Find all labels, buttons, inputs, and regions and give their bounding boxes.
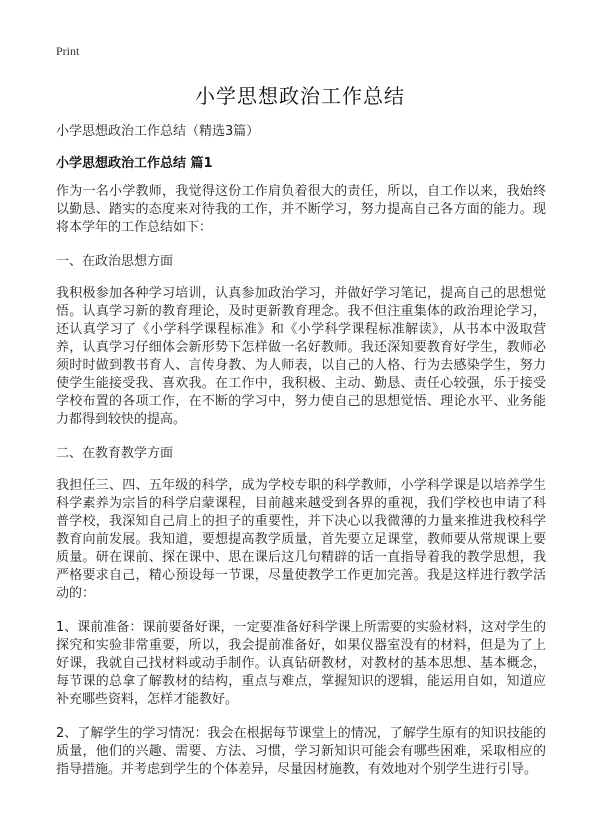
section-heading-teaching: 二、在教育教学方面 (56, 446, 174, 461)
list-item-preparation: 1、课前准备：课前要备好课，一定要准备好科学课上所需要的实验材料，这对学生的探究和实验非常重要，所以，我会提前准备好，如果仪器室没有的材料，但是为了上好课，我就自己找材料或动手制作。认真钻研教材，对教材的基本思想、基本概念，每节课的总拿了解教材的结构，重点与难点，掌握知识的逻辑，能运用自如，知道应补充哪些资料，怎样才能教好。 (56, 620, 546, 707)
document-title: 小学思想政治工作总结 (195, 84, 405, 108)
section-body-politics: 我积极参加各种学习培训，认真参加政治学习，并做好学习笔记，提高自己的思想觉悟。认真学习新的教育理论，及时更新教育理念。我不但注重集体的政治理论学习，还认真学习了《小学科学课程标准》和《小学科学课程标准解读》，从书本中汲取营养，认真学习仔细体会新形势下怎样做一名好教师。我还深知要教育好学生，教师必须时时做到教书育人、言传身教、为人师表，以自己的人格、行为去感染学生，努力使学生能接受我、喜欢我。在工作中，我积极、主动、勤恳、责任心较强，乐于接受学校布置的各项工作，在不断的学习中，努力使自己的思想觉悟、理论水平、业务能力都得到较快的提高。 (56, 286, 546, 427)
article-heading: 小学思想政治工作总结 篇1 (56, 156, 213, 171)
section-body-teaching: 我担任三、四、五年级的科学，成为学校专职的科学教师，小学科学课是以培养学生科学素养为宗旨的科学启蒙课程，目前越来越受到各界的重视，我们学校也申请了科普学校，我深知自己肩上的担子的重要性，并下决心以我微薄的力量来推进我校科学教育向前发展。我知道，要想提高教学质量，首先要立足课堂，教师要从常规课上要质量。研在课前、探在课中、思在课后这几句精辟的话一直指导着我的教学思想，我严格要求自己，精心预设每一节课，尽量使教学工作更加完善。我是这样进行教学活动的： (56, 478, 546, 601)
document-subtitle: 小学思想政治工作总结（精选3篇） (56, 124, 260, 139)
section-heading-politics: 一、在政治思想方面 (56, 254, 174, 269)
article-content (56, 183, 546, 795)
intro-paragraph: 作为一名小学教师，我觉得这份工作肩负着很大的责任，所以，自工作以来，我始终以勤恳、踏实的态度来对待我的工作，并不断学习，努力提高自己各方面的能力。现将本学年的工作总结如下： (56, 184, 546, 235)
print-label[interactable]: Print (56, 44, 80, 58)
list-item-student-understanding: 2、了解学生的学习情况：我会在根据每节课堂上的情况，了解学生原有的知识技能的质量，他们的兴趣、需要、方法、习惯，学习新知识可能会有哪些困难，采取相应的指导措施。并考虑到学生的个体差异，尽量因材施教，有效地对个别学生进行引导。 (56, 726, 546, 777)
